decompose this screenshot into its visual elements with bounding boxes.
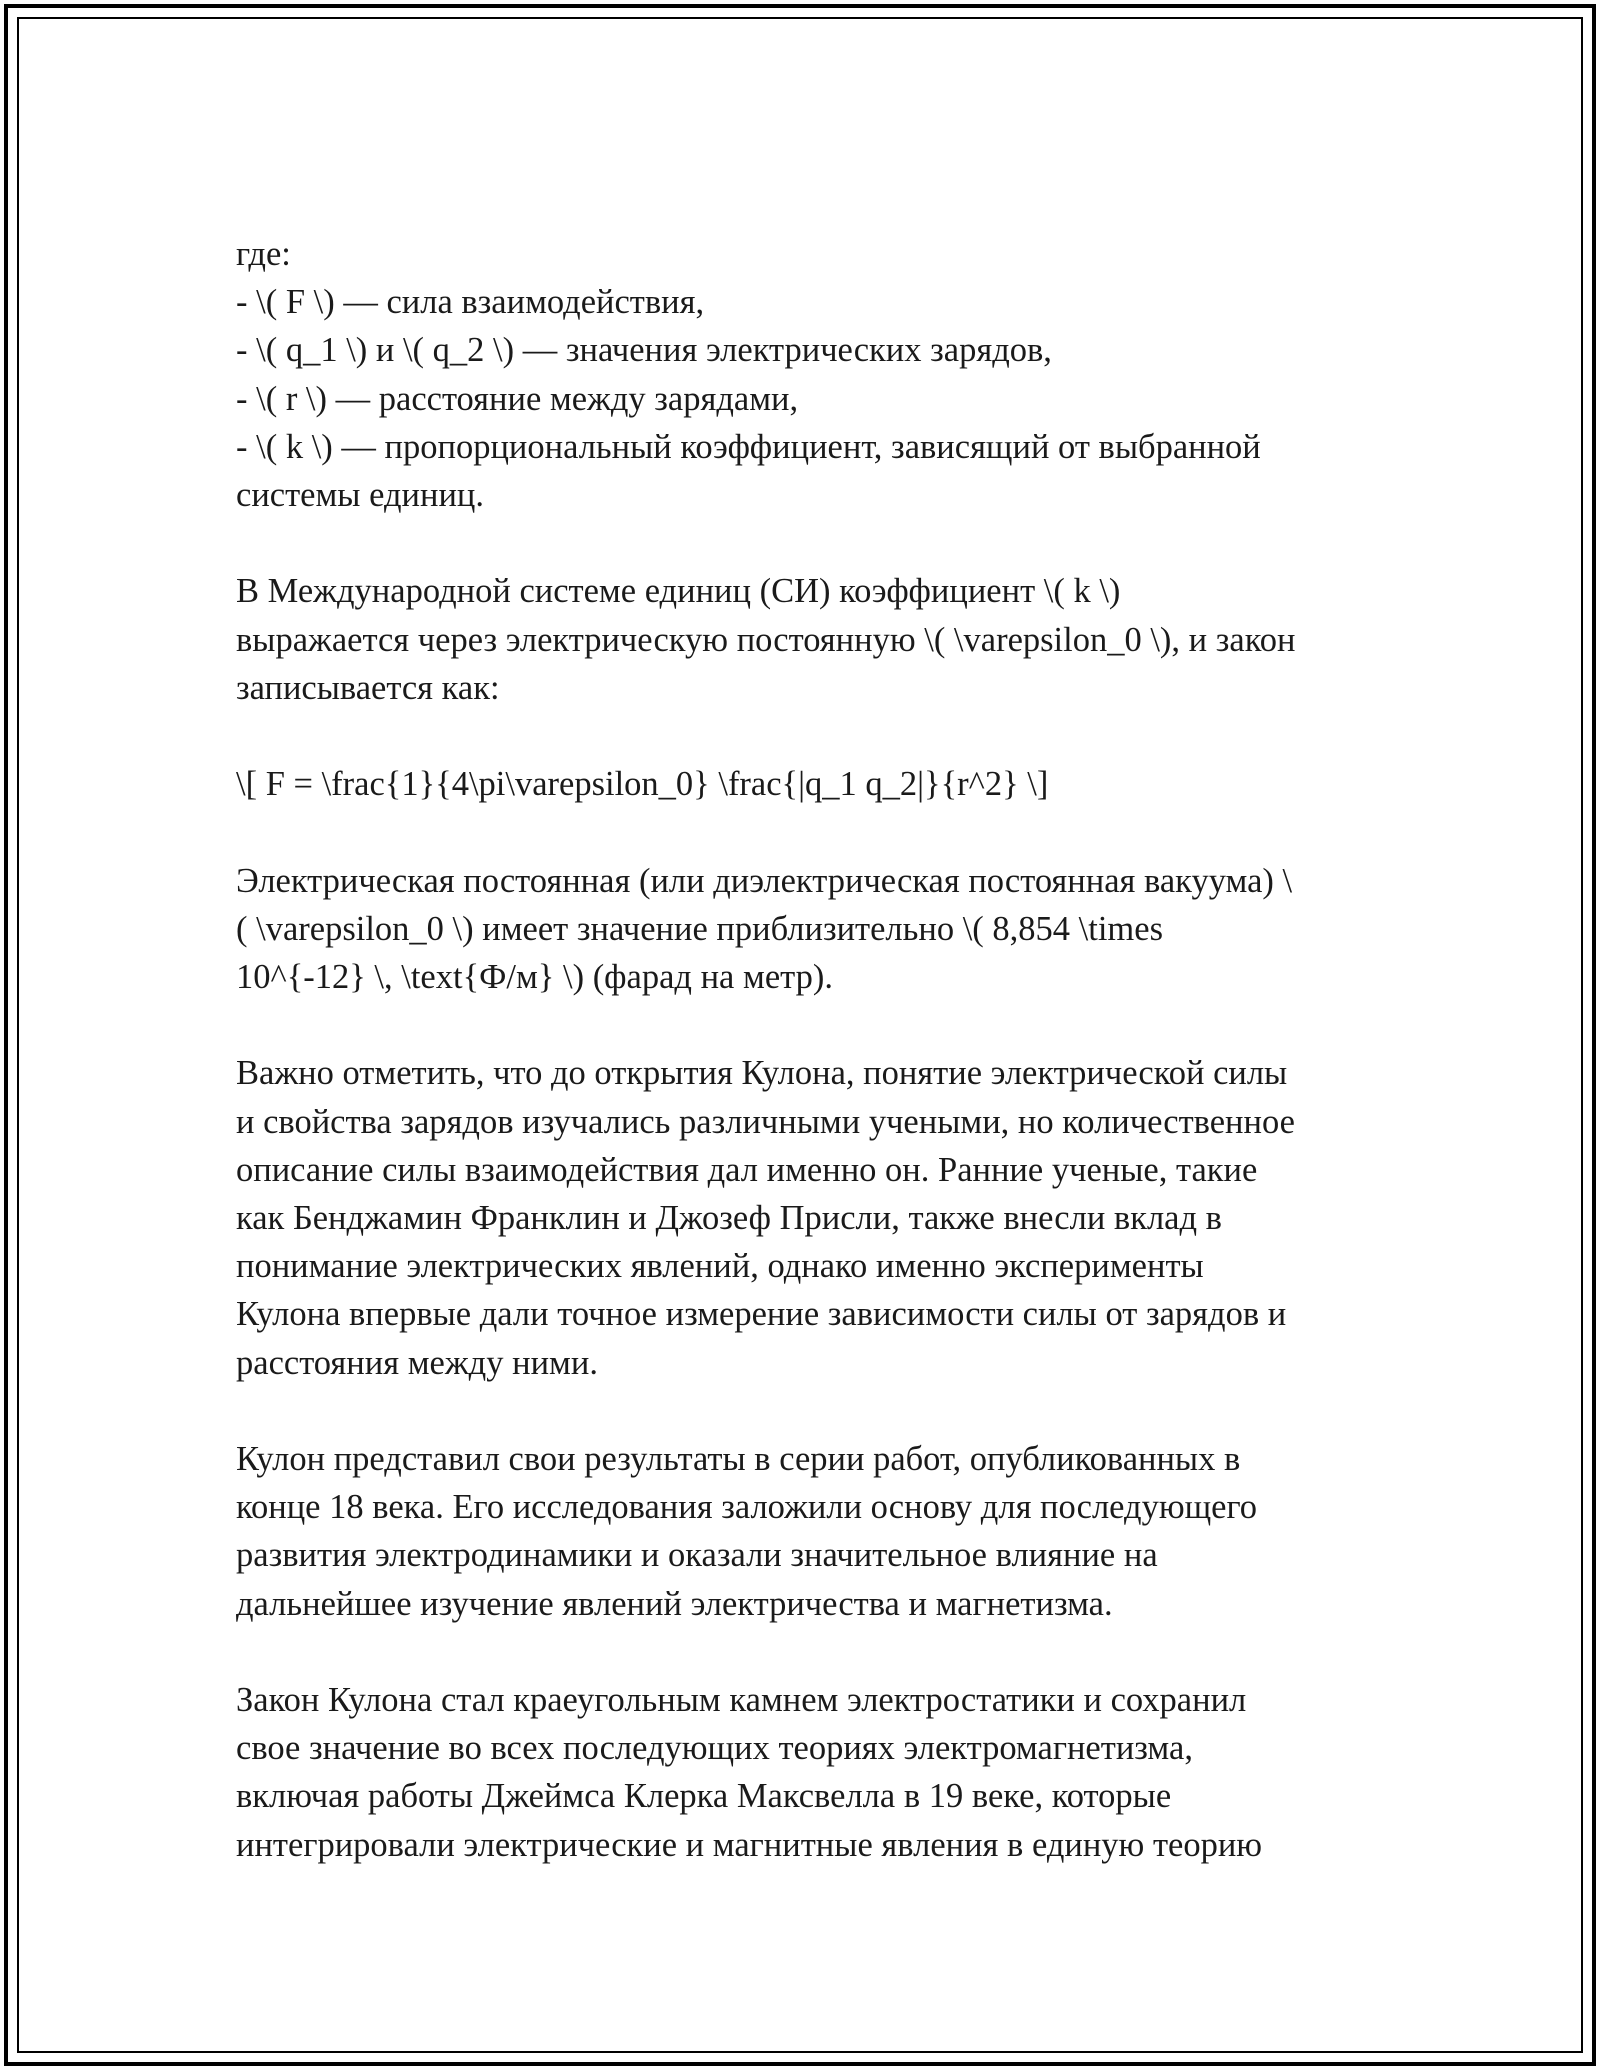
paragraph-history: [236, 1049, 1376, 1386]
text-line: расстояния между ними.: [236, 1343, 598, 1382]
text-line: свое значение во всех последующих теориях электромагнетизма,: [236, 1729, 1193, 1768]
text-line: где:: [236, 235, 291, 273]
text-line: дальнейшее изучение явлений электричества и магнетизма.: [236, 1584, 1113, 1623]
paragraph-electric-constant: [236, 857, 1376, 1002]
paragraph-definitions: [236, 230, 1376, 519]
text-line: Кулона впервые дали точное измерение зависимости силы от зарядов и: [236, 1295, 1287, 1334]
paragraph-formula: [236, 760, 1376, 808]
text-line: - \( k \) — пропорциональный коэффициент, зависящий от выбранной: [236, 427, 1261, 466]
text-line: 10^{-12} \, \text{Ф/м} \) (фарад на метр).: [236, 958, 833, 996]
paragraph-publications: [236, 1435, 1376, 1628]
text-line: конце 18 века. Его исследования заложили основу для последующего: [236, 1488, 1258, 1527]
text-line: Закон Кулона стал краеугольным камнем электростатики и сохранил: [236, 1681, 1247, 1719]
text-line: и свойства зарядов изучались различными учеными, но количественное: [236, 1102, 1295, 1141]
formula-line: \[ F = \frac{1}{4\pi\varepsilon_0} \frac{|q_1 q_2|}{r^2} \]: [236, 765, 1049, 804]
text-line: Кулон представил свои результаты в серии работ, опубликованных в: [236, 1440, 1241, 1478]
text-line: описание силы взаимодействия дал именно он. Ранние ученые, такие: [236, 1150, 1258, 1189]
text-line: записывается как:: [236, 668, 500, 707]
text-line: выражается через электрическую постоянную \( \varepsilon_0 \), и закон: [236, 620, 1296, 659]
text-line: включая работы Джеймса Клерка Максвелла в 19 веке, которые: [236, 1777, 1172, 1816]
text-line: ( \varepsilon_0 \) имеет значение приблизительно \( 8,854 \times: [236, 909, 1164, 948]
text-line: интегрировали электрические и магнитные явления в единую теорию: [236, 1825, 1263, 1864]
text-line: В Международной системе единиц (СИ) коэффициент \( k \): [236, 572, 1121, 611]
paragraph-legacy: [236, 1676, 1376, 1869]
text-line: - \( F \) — сила взаимодействия,: [236, 283, 705, 322]
text-line: понимание электрических явлений, однако именно эксперименты: [236, 1247, 1204, 1286]
text-line: как Бенджамин Франклин и Джозеф Присли, также внесли вклад в: [236, 1199, 1222, 1237]
text-line: - \( r \) — расстояние между зарядами,: [236, 379, 799, 418]
paragraph-si-units: [236, 567, 1376, 712]
document-body: [236, 230, 1376, 1869]
text-line: развития электродинамики и оказали значительное влияние на: [236, 1536, 1158, 1575]
text-line: системы единиц.: [236, 476, 485, 515]
text-line: Важно отметить, что до открытия Кулона, понятие электрической силы: [236, 1054, 1288, 1093]
text-line: - \( q_1 \) и \( q_2 \) — значения электрических зарядов,: [236, 331, 1052, 370]
text-line: Электрическая постоянная (или диэлектрическая постоянная вакуума) \: [236, 861, 1293, 900]
